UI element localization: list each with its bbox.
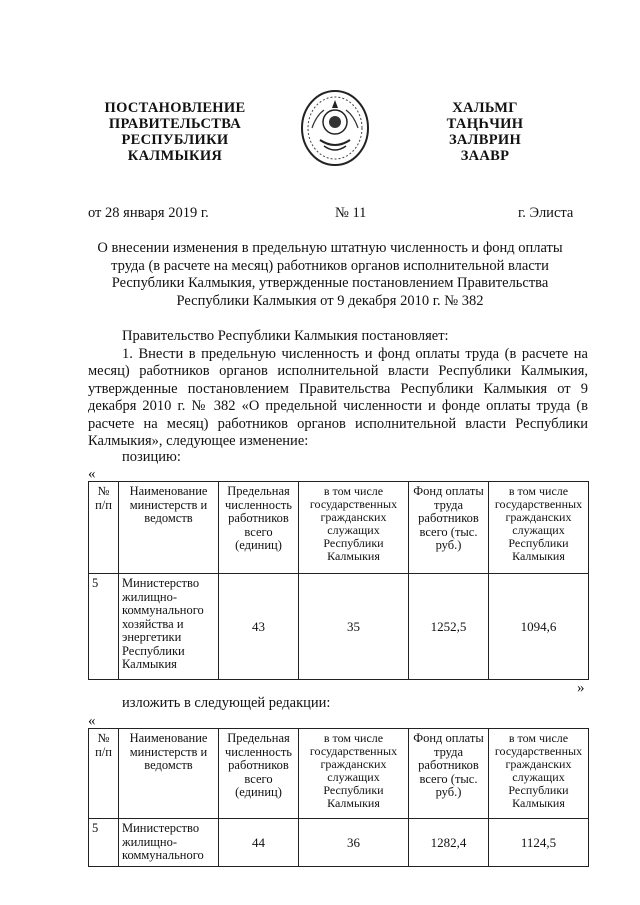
title-line: Республики Калмыкия от 9 декабря 2010 г. № 382	[176, 292, 484, 309]
table-row	[89, 574, 589, 680]
header-left-line: ПОСТАНОВЛЕНИЕ	[104, 100, 246, 116]
header-fund: Фонд оплаты труда работников всего (тыс. руб.)	[409, 729, 489, 819]
header-left	[95, 100, 255, 164]
document-number: № 11	[335, 205, 367, 221]
header-right-line: ТАҢҺЧИН	[446, 116, 524, 132]
cell-civil-staff: 35	[299, 574, 409, 680]
header-staff: Предельная численность работников всего (единиц)	[219, 482, 299, 574]
preamble: Правительство Республики Калмыкия постановляет:	[122, 328, 449, 344]
header-left-line: РЕСПУБЛИКИ	[121, 132, 229, 148]
header-right-line: ХАЛЬМГ	[452, 100, 518, 116]
header-right	[420, 100, 550, 164]
header-civil-staff: в том числе государственных гражданских служащих Республики Калмыкия	[299, 482, 409, 574]
document-body	[88, 328, 588, 451]
header-civil-fund: в том числе государственных гражданских служащих Республики Калмыкия	[489, 482, 589, 574]
header-fund: Фонд оплаты труда работников всего (тыс. руб.)	[409, 482, 489, 574]
header-civil-fund: в том числе государственных гражданских служащих Республики Калмыкия	[489, 729, 589, 819]
cell-staff: 44	[219, 819, 299, 867]
header-civil-staff: в том числе государственных гражданских служащих Республики Калмыкия	[299, 729, 409, 819]
table-row	[89, 819, 589, 867]
cell-civil-staff: 36	[299, 819, 409, 867]
header-num: № п/п	[89, 729, 119, 819]
document-title	[60, 240, 600, 310]
document-city: г. Элиста	[518, 205, 574, 221]
title-line: Республики Калмыкия, утвержденные постановлением Правительства	[111, 275, 549, 291]
title-line: труда (в расчете на месяц) работников органов исполнительной власти	[111, 257, 549, 274]
cell-staff: 43	[219, 574, 299, 680]
table-header-row	[89, 482, 589, 574]
emblem-of-kalmykia-icon	[298, 88, 372, 168]
header-name: Наименование министерств и ведомств	[119, 482, 219, 574]
header-right-line: ЗААВР	[460, 148, 510, 164]
header-name: Наименование министерств и ведомств	[119, 729, 219, 819]
cell-num: 5	[89, 574, 119, 680]
staff-table-old	[88, 481, 589, 680]
header-staff: Предельная численность работников всего (единиц)	[219, 729, 299, 819]
open-quote: «	[88, 466, 96, 482]
cell-fund: 1252,5	[409, 574, 489, 680]
cell-name: Министерство жилищно-коммунального	[119, 819, 219, 867]
header-left-line: ПРАВИТЕЛЬСТВА	[108, 116, 242, 132]
paragraph-1: 1. Внести в предельную численность и фонд оплаты труда (в расчете на месяц) работников органов исполнительной власти Республики Калмыкия, утвержденные постановлением Правительства Республики Калмыкия от 9 декабря 2010 г. № 382 «О предельной численности и фонде оплаты труда (в расчете на месяц) работников органов исполнительной власти Республики Калмыкия», следующее изменение:	[88, 345, 588, 449]
header-num: № п/п	[89, 482, 119, 574]
open-quote-2: «	[88, 713, 96, 729]
document-date: от 28 января 2019 г.	[88, 205, 209, 221]
cell-civil-fund: 1124,5	[489, 819, 589, 867]
staff-table-new	[88, 728, 589, 867]
cell-name: Министерство жилищно-коммунального хозяйства и энергетики Республики Калмыкия	[119, 574, 219, 680]
title-line: О внесении изменения в предельную штатную численность и фонд оплаты	[97, 240, 563, 256]
header-right-line: ЗАЛВРИН	[448, 132, 522, 148]
close-quote: »	[577, 680, 585, 696]
table-header-row	[89, 729, 589, 819]
cell-num: 5	[89, 819, 119, 867]
position-label: позицию:	[122, 449, 181, 465]
replace-label: изложить в следующей редакции:	[122, 695, 331, 711]
cell-fund: 1282,4	[409, 819, 489, 867]
header-left-line: КАЛМЫКИЯ	[127, 148, 223, 164]
cell-civil-fund: 1094,6	[489, 574, 589, 680]
